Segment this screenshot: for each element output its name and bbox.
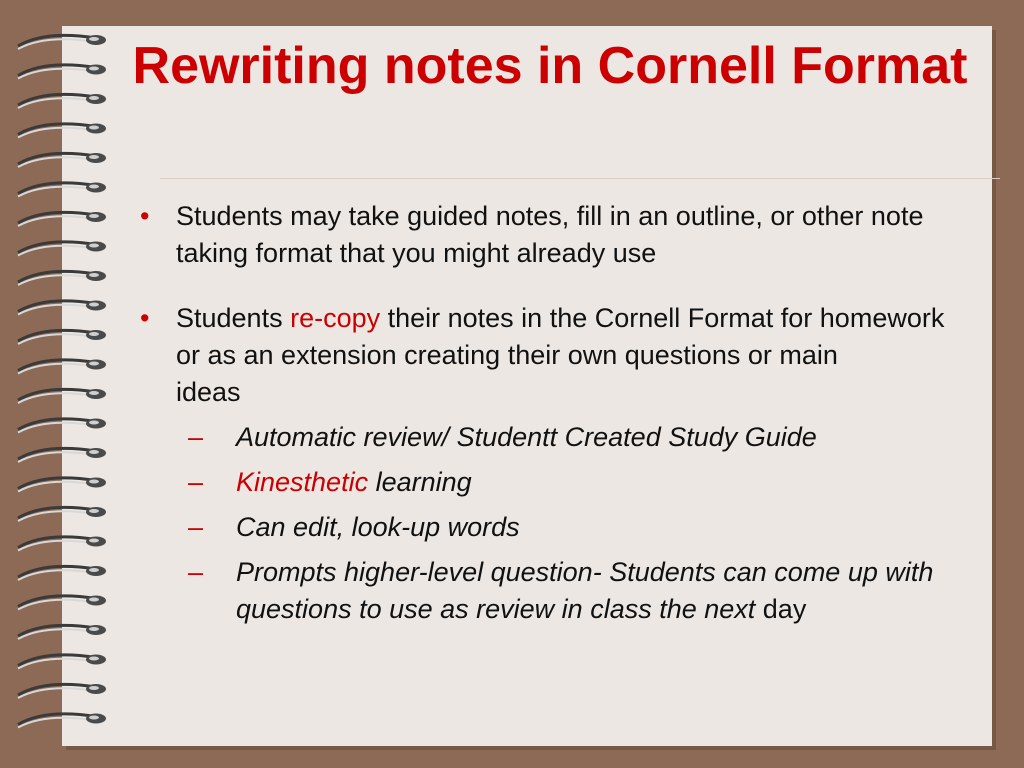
sub-marker: –	[188, 557, 204, 587]
sub-item	[140, 509, 970, 546]
sub-marker: –	[188, 467, 204, 497]
sub-item	[140, 464, 970, 501]
spiral-ring-icon	[18, 153, 106, 167]
spiral-ring-icon	[18, 419, 106, 433]
spiral-ring-icon	[18, 330, 106, 344]
sub-marker: –	[188, 422, 204, 452]
spiral-ring-icon	[18, 596, 106, 610]
highlighted-term: Kinesthetic	[236, 467, 369, 497]
bullet-text-start: Students	[176, 303, 291, 333]
spiral-ring-icon	[18, 478, 106, 492]
sub-item-text: learning	[368, 467, 472, 497]
bullet-marker: •	[140, 303, 150, 333]
spiral-ring-icon	[18, 389, 106, 403]
spiral-ring-icon	[18, 507, 106, 521]
spiral-ring-icon	[18, 448, 106, 462]
spiral-ring-icon	[18, 684, 106, 698]
spiral-ring-icon	[18, 566, 106, 580]
bullet-item	[140, 198, 970, 272]
spiral-ring-icon	[18, 714, 106, 728]
spiral-rings-icon	[0, 0, 120, 768]
highlighted-term: re-copy	[290, 303, 381, 333]
bullet-text-rest: their notes in the Cornell Format for homework or as an extension creating their own questions or main	[176, 303, 945, 370]
sub-item-text: Prompts higher-level question- Students can come up with questions to use as review in class the next	[236, 557, 934, 624]
spiral-ring-icon	[18, 360, 106, 374]
bullet-text: Students may take guided notes, fill in an outline, or other note taking format that you might already use	[176, 201, 924, 268]
spiral-ring-icon	[18, 301, 106, 315]
spiral-ring-icon	[18, 212, 106, 226]
sub-list	[140, 419, 970, 628]
slide-body	[140, 198, 970, 636]
spiral-ring-icon	[18, 65, 106, 79]
bullet-marker: •	[140, 201, 150, 231]
bullet-item	[140, 300, 970, 411]
sub-item-text: Automatic review/ Studentt Created Study Guide	[236, 422, 817, 452]
spiral-ring-icon	[18, 94, 106, 108]
spiral-ring-icon	[18, 35, 106, 49]
sub-item-text: Can edit, look-up words	[236, 512, 520, 542]
spiral-ring-icon	[18, 242, 106, 256]
spiral-ring-icon	[18, 183, 106, 197]
spiral-ring-icon	[18, 625, 106, 639]
spiral-ring-icon	[18, 655, 106, 669]
sub-item	[140, 554, 970, 628]
spiral-ring-icon	[18, 124, 106, 138]
sub-item	[140, 419, 970, 456]
sub-item-tail: day	[755, 594, 807, 624]
bullet-text-continuation: ideas	[176, 377, 241, 407]
spiral-ring-icon	[18, 537, 106, 551]
spiral-ring-icon	[18, 271, 106, 285]
sub-marker: –	[188, 512, 204, 542]
title-divider	[160, 178, 1000, 179]
slide-title: Rewriting notes in Cornell Format	[132, 37, 968, 95]
